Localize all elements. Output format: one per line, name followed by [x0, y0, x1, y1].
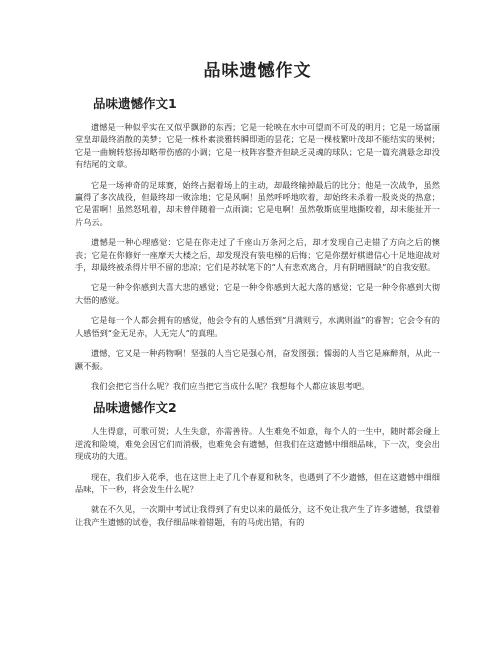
- paragraph: 现在，我们步入花季，也在这世上走了几个春夏和秋冬，也遇到了不少遗憾，但在这遗憾中细细品味，下一秒，将会发生什么呢？: [75, 471, 440, 494]
- paragraph: 遗憾是一种心理感觉：它是在你走过了千座山万条河之后，却才发现自己走错了方向之后的懊丧；它是在你修好一座摩天大楼之后，却发现没有装电梯的后悔；它是你摆好棋谱信心十足地迎战对手，却最终被杀得片甲不留的悲凉；它们是苏轼笔下的“人有悲欢离合，月有阴晴圆缺”的自我安慰。: [75, 237, 440, 273]
- document-title: 品味遗憾作文: [203, 61, 312, 81]
- essay-section-1: [75, 96, 440, 392]
- paragraph: 它是一场神奇的足球赛，始终占据着场上的主动，却最终输掉最后的比分；他是一次战争，虽然赢得了多次战役，但最终却一败涂地；它是风啊！虽然呼呼地吹着，却始终未杀着一股炎炎的热意；它是雷啊！虽然怒吼着，却未曾伴随着一点雨滴；它是电啊！虽然敬斯底里地撕咬着，却未能扯开一片乌云。: [75, 179, 440, 227]
- paragraph: 我们会把它当什么呢？我们应当把它当成什么呢？我想每个人都应该思考吧。: [91, 380, 370, 391]
- paragraph: 人生得意，可歌可贺；人生失意，亦需善待。人生难免不如意，每个人的一生中，随时都会碰上逆流和险境，难免会因它们而消极，也难免会有遗憾，但我们在这遗憾中细细品味，下一次，变会出现成功的大道。: [75, 426, 440, 462]
- paragraph: 它是一种令你感到大喜大悲的感觉；它是一种令你感到大起大落的感觉；它是一种令你感到大彻大悟的感觉。: [75, 282, 440, 305]
- section-heading: 品味遗憾作文2: [93, 400, 177, 416]
- paragraph: 遗憾，它又是一种药物啊！坚强的人当它是强心剂，奋发图强；懦弱的人当它是麻醉剂，从此一蹶不振。: [75, 348, 440, 371]
- paragraph: 遗憾是一种似乎实在又似乎飘渺的东西；它是一轮映在水中可望而不可及的明月；它是一场富丽堂皇却最终消散的美梦；它是一株朴素淡雅转瞬即逝的昙花；它是一棵枝繁叶茂却不能结实的果树；它是一曲婉转悠扬却略带伤感的小调；它是一枝阵容整齐但缺乏灵魂的球队；它是一篇充满悬念却没有结尾的文章。: [75, 122, 440, 170]
- essay-section-2: [75, 400, 440, 528]
- paragraph: 就在不久见，一次期中考试让我得到了有史以来的最低分，这不免让我产生了许多遗憾，我望着让我产生遗憾的试卷，我仔细品味着错题，有的马虎出错，有的: [75, 504, 440, 527]
- section-heading: 品味遗憾作文1: [93, 96, 177, 111]
- paragraph: 它是每一个人都会拥有的感觉，他会令有的人感悟到“月满则亏，水满则溢”的睿智；它会令有的人感悟到“金无足赤，人无完人”的真理。: [75, 315, 440, 338]
